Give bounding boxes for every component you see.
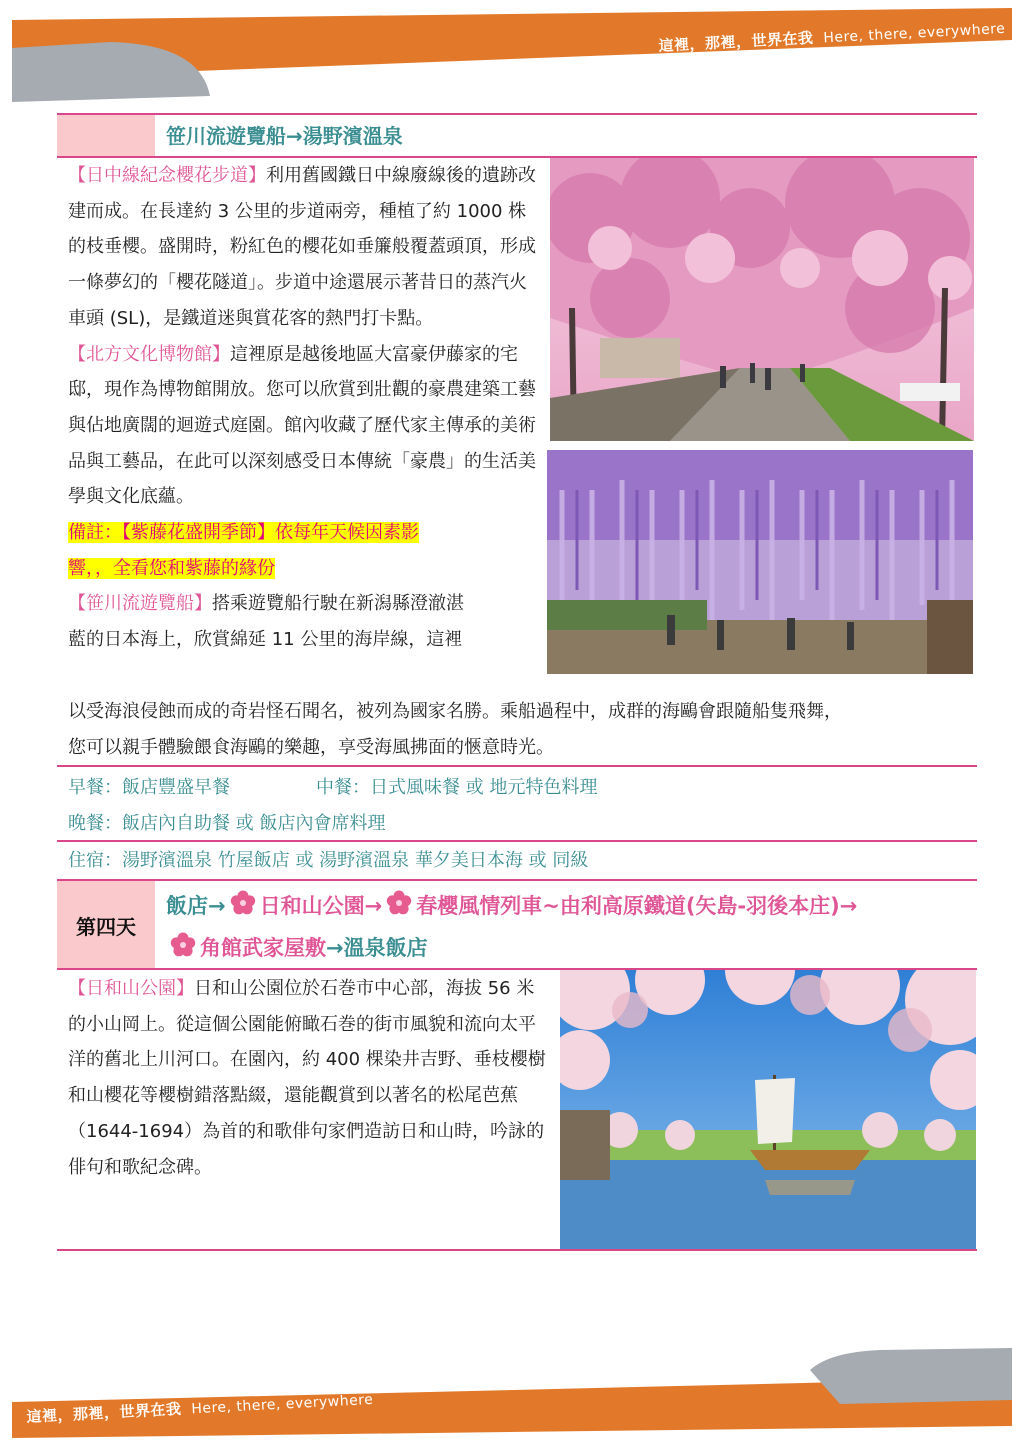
route-segment: 飯店→ (166, 894, 226, 918)
lodging: 住宿：湯野濱溫泉 竹屋飯店 或 湯野濱溫泉 華夕美日本海 或 同級 (68, 850, 589, 871)
day3-text-block (68, 158, 538, 658)
route-segment: →溫泉飯店 (326, 936, 428, 960)
route-segment: 春櫻風情列車~由利高原鐵道(矢島-羽後本庄)→ (416, 894, 858, 918)
section-tag: 【笹川流遊覽船】 (68, 593, 212, 615)
paragraph (68, 337, 538, 516)
rule (57, 879, 977, 881)
sakura-icon (386, 890, 412, 916)
header-slogan-zh: 這裡，那裡，世界在我 (658, 28, 814, 55)
route-segment: 角館武家屋敷 (200, 936, 326, 960)
section-text: 利用舊國鐵日中線廢線後的遺跡改建而成。在長達約 3 公里的步道兩旁，種植了約 1000 株的枝垂櫻。盛開時，粉紅色的櫻花如垂簾般覆蓋頭頂，形成一條夢幻的「櫻花隧道」。步道中途還展示著昔日的蒸汽火車頭 (SL)，是鐵道迷與賞花客的熱門打卡點。 (68, 165, 536, 329)
route-title: 笹川流遊覽船→湯野濱溫泉 (166, 124, 403, 148)
note (68, 515, 538, 586)
note-prefix: 備註： (68, 522, 122, 544)
paragraph (68, 971, 546, 1185)
footer-banner (0, 1340, 1024, 1448)
section-text: 這裡原是越後地區大富豪伊藤家的宅邸，現作為博物館開放。您可以欣賞到壯觀的豪農建築工藝與佔地廣闊的迴遊式庭園。館內收藏了歷代家主傳承的美術品與工藝品，在此可以深刻感受日本傳統「豪農」的生活美學與文化底蘊。 (68, 343, 536, 508)
hiyoriyama-park-photo (560, 970, 976, 1249)
route-segment: 日和山公園→ (259, 894, 383, 918)
sakura-icon (170, 932, 196, 958)
footer-slogan-zh: 這裡，那裡，世界在我 (26, 1399, 182, 1426)
note-text: 響，，全看您和紫藤的緣份 (68, 557, 275, 579)
lunch: 中餐：日式風味餐 或 地元特色料理 (316, 777, 598, 798)
section-tag: 【北方文化博物館】 (68, 343, 230, 365)
day4-route-line1 (166, 890, 857, 920)
day4-text-block (68, 971, 546, 1185)
sakura-icon (230, 890, 256, 916)
boat-line (68, 586, 538, 622)
section-tag: 【日和山公園】 (68, 978, 194, 999)
header-banner (0, 0, 1024, 110)
footer-slogan-en: Here, there, everywhere (190, 1391, 374, 1418)
rule (57, 1249, 977, 1251)
rule (57, 765, 977, 767)
rule (57, 840, 977, 842)
note-tag: 【紫藤花盛開季節】 (122, 522, 275, 544)
cherry-tunnel-photo (550, 158, 974, 441)
day4-route-line2 (166, 932, 428, 962)
note-text: 依每年天候因素影 (275, 522, 419, 544)
rule (57, 113, 977, 115)
breakfast: 早餐：飯店豐盛早餐 (68, 777, 230, 798)
boat-line: 以受海浪侵蝕而成的奇岩怪石聞名，被列為國家名勝。乘船過程中，成群的海鷗會跟隨船隻飛舞， (68, 701, 842, 722)
section-text: 日和山公園位於石巻市中心部，海拔 56 米的小山岡上。從這個公園能俯瞰石巻的街市風貌和流向太平洋的舊北上川河口。在園內，約 400 棵染井吉野、垂枝櫻樹和山櫻花等櫻樹錯落點綴，還能觀賞到以著名的松尾芭蕉（1644-1694）為首的和歌俳句家們造訪日和山時，吟詠的俳句和歌紀念碑。 (68, 978, 546, 1178)
boat-line: 藍的日本海上，欣賞綿延 11 公里的海岸線，這裡 (68, 629, 463, 651)
boat-text: 搭乘遊覽船行駛在新潟縣澄澈湛 (212, 593, 464, 615)
section-tag: 【日中線紀念櫻花步道】 (68, 165, 266, 186)
day-label-cell (57, 115, 155, 157)
wisteria-photo (547, 450, 973, 674)
boat-line: 您可以親手體驗餵食海鷗的樂趣，享受海風拂面的愜意時光。 (68, 736, 554, 758)
boat-text-wide (68, 694, 968, 765)
day-label: 第四天 (57, 881, 155, 969)
header-slogan-en: Here, there, everywhere (822, 20, 1006, 47)
dinner: 晚餐：飯店內自助餐 或 飯店內會席料理 (68, 813, 386, 834)
paragraph (68, 158, 538, 337)
